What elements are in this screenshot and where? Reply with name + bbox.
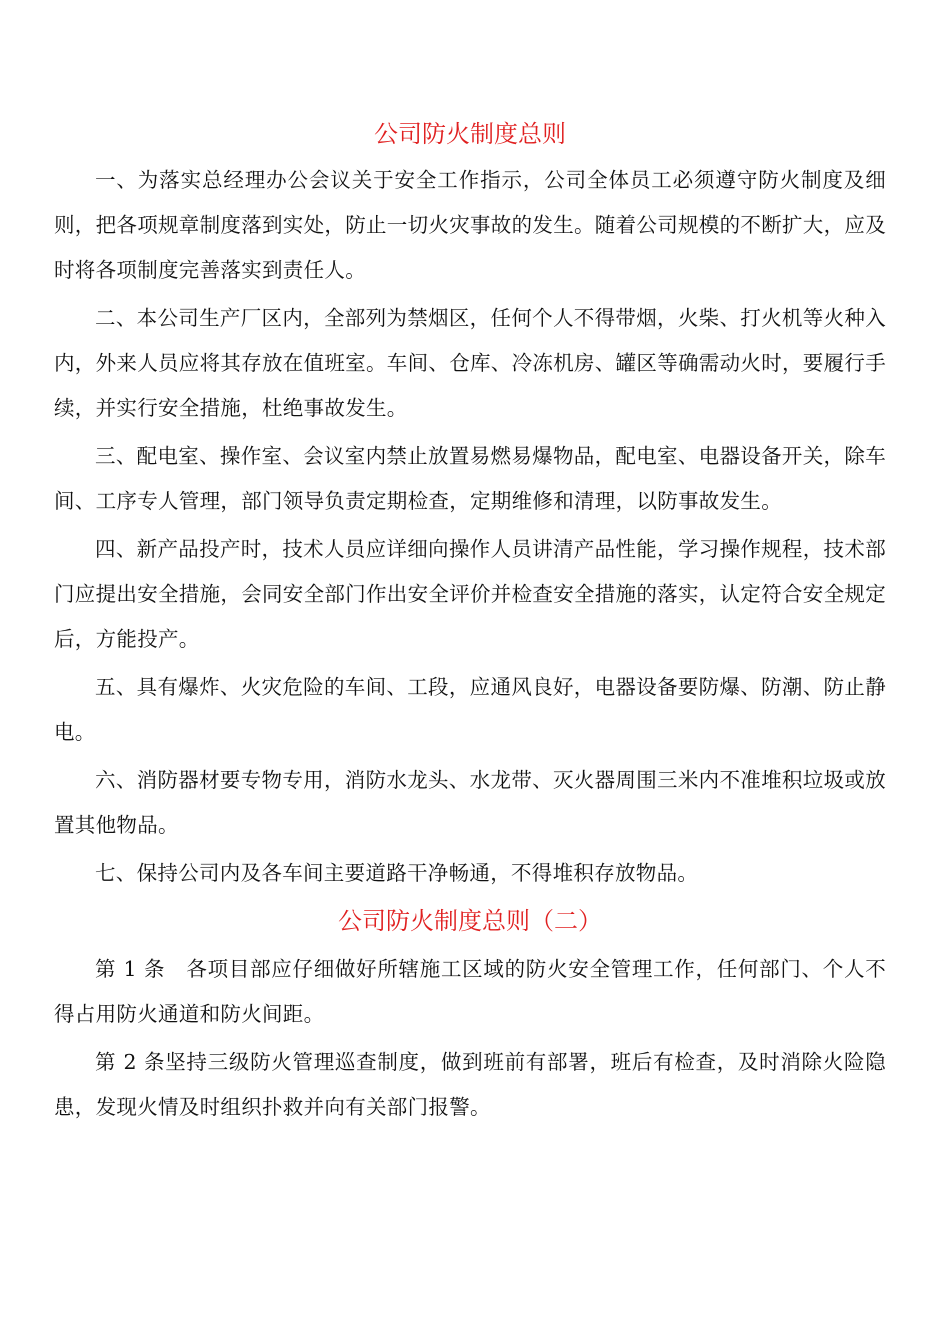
paragraph-7: 七、保持公司内及各车间主要道路干净畅通，不得堆积存放物品。 [95, 861, 699, 885]
paragraph-2: 二、本公司生产厂区内，全部列为禁烟区，任何个人不得带烟，火柴、打火机等火种入内，外来人员应将其存放在值班室。车间、仓库、冷冻机房、罐区等确需动火时，要履行手续，并实行安全措施，杜绝事故发生。 [54, 306, 886, 420]
document-title: 公司防火制度总则 [374, 120, 566, 148]
paragraph-6: 六、消防器材要专物专用，消防水龙头、水龙带、灭火器周围三米内不准堆积垃圾或放置其他物品。 [54, 768, 886, 837]
paragraph-4: 四、新产品投产时，技术人员应详细向操作人员讲清产品性能，学习操作规程，技术部门应提出安全措施，会同安全部门作出安全评价并检查安全措施的落实，认定符合安全规定后，方能投产。 [54, 537, 886, 651]
section-title: 公司防火制度总则（二） [338, 907, 602, 935]
article-1: 第 1 条 各项目部应仔细做好所辖施工区域的防火安全管理工作，任何部门、个人不得占用防火通道和防火间距。 [54, 957, 886, 1026]
paragraph-1: 一、为落实总经理办公会议关于安全工作指示，公司全体员工必须遵守防火制度及细则，把各项规章制度落到实处，防止一切火灾事故的发生。随着公司规模的不断扩大，应及时将各项制度完善落实到责任人。 [54, 168, 886, 282]
paragraph-3: 三、配电室、操作室、会议室内禁止放置易燃易爆物品，配电室、电器设备开关，除车间、工序专人管理，部门领导负责定期检查，定期维修和清理，以防事故发生。 [54, 444, 886, 513]
paragraph-5: 五、具有爆炸、火灾危险的车间、工段，应通风良好，电器设备要防爆、防潮、防止静电。 [54, 675, 886, 744]
article-2: 第 2 条坚持三级防火管理巡查制度，做到班前有部署，班后有检查，及时消除火险隐患，发现火情及时组织扑救并向有关部门报警。 [54, 1050, 886, 1119]
document-page [54, 112, 886, 1133]
